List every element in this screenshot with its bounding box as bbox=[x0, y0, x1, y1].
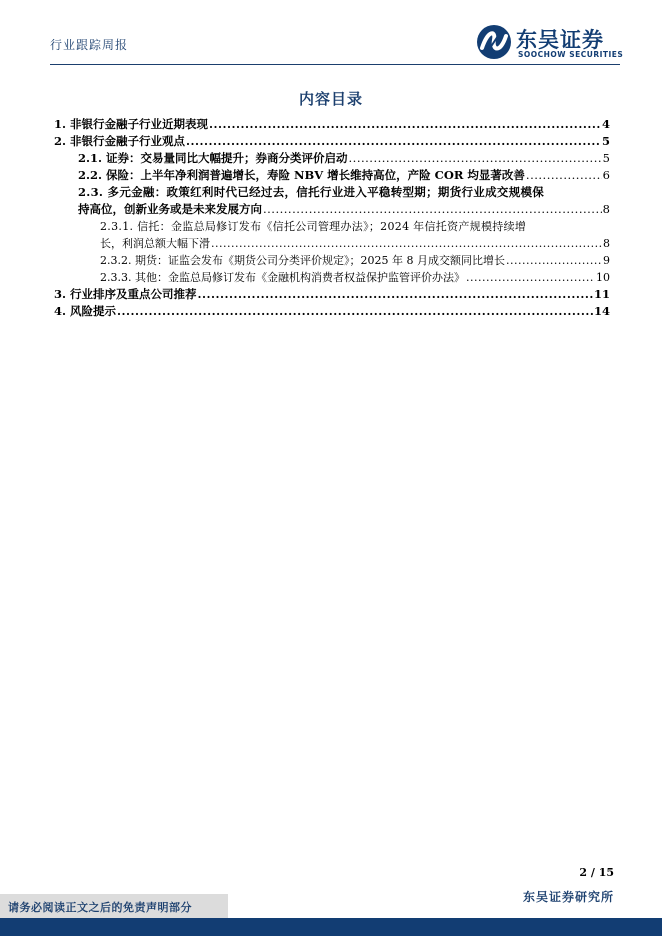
toc-entry-page: 10 bbox=[596, 271, 610, 284]
toc-entry-page: 4 bbox=[601, 117, 610, 131]
toc-entry-page: 8 bbox=[603, 237, 610, 250]
toc-leader bbox=[526, 167, 602, 184]
logo-text-en: SOOCHOW SECURITIES bbox=[518, 50, 624, 59]
toc-entry-label: 2.2. 保险：上半年净利润普遍增长，寿险 NBV 增长维持高位，产险 COR 均显著改善 bbox=[78, 168, 525, 182]
toc-entry-page: 8 bbox=[602, 202, 610, 216]
toc-entry-label-line1[interactable]: 2.3.1. 信托：金监总局修订发布《信托公司管理办法》；2024 年信托资产规模持续增 bbox=[100, 220, 527, 233]
table-of-contents bbox=[50, 116, 610, 320]
toc-entry[interactable] bbox=[50, 286, 610, 303]
toc-entry-label-line2: 长，利润总额大幅下滑 bbox=[100, 237, 210, 250]
header-divider bbox=[50, 64, 620, 65]
institute-name: 东吴证券研究所 bbox=[522, 890, 614, 904]
toc-entry-label: 2.3.3. 其他：金监总局修订发布《金融机构消费者权益保护监管评价办法》 bbox=[100, 271, 465, 284]
toc-entry-page: 5 bbox=[601, 134, 610, 148]
toc-entry-label: 4. 风险提示 bbox=[54, 304, 117, 318]
toc-entry[interactable] bbox=[50, 133, 610, 150]
toc-entry[interactable] bbox=[50, 167, 610, 184]
toc-leader bbox=[349, 150, 602, 167]
toc-leader bbox=[117, 303, 593, 320]
toc-leader bbox=[209, 116, 601, 133]
toc-entry-label: 3. 行业排序及重点公司推荐 bbox=[54, 287, 197, 301]
toc-entry[interactable] bbox=[50, 201, 610, 218]
toc-entry-page: 9 bbox=[603, 254, 610, 267]
toc-entry-label-line1[interactable]: 2.3. 多元金融：政策红利时代已经过去，信托行业进入平稳转型期；期货行业成交规模保 bbox=[78, 185, 545, 199]
toc-leader bbox=[466, 269, 595, 286]
toc-entry-label-line2: 持高位，创新业务或是未来发展方向 bbox=[78, 202, 262, 216]
toc-entry-page: 5 bbox=[602, 151, 610, 165]
toc-entry-page: 6 bbox=[602, 168, 610, 182]
toc-entry[interactable] bbox=[50, 252, 610, 269]
disclaimer-text: 请务必阅读正文之后的免责声明部分 bbox=[8, 901, 192, 914]
logo-mark-icon bbox=[476, 24, 512, 60]
toc-leader bbox=[211, 235, 602, 252]
toc-entry-label: 2.3.2. 期货：证监会发布《期货公司分类评价规定》；2025 年 8 月成交额同比增长 bbox=[100, 254, 505, 267]
toc-entry[interactable] bbox=[50, 269, 610, 286]
toc-entry-label: 1. 非银行金融子行业近期表现 bbox=[54, 117, 209, 131]
toc-entry-label: 2.1. 证券：交易量同比大幅提升；券商分类评价启动 bbox=[78, 151, 348, 165]
toc-title: 内容目录 bbox=[298, 90, 363, 108]
page-indicator: 2 / 15 bbox=[579, 866, 614, 879]
toc-entry-page: 14 bbox=[593, 304, 610, 318]
toc-entry[interactable] bbox=[50, 116, 610, 133]
toc-entry-label: 2. 非银行金融子行业观点 bbox=[54, 134, 186, 148]
toc-leader bbox=[186, 133, 601, 150]
report-type-label: 行业跟踪周报 bbox=[50, 38, 129, 52]
toc-entry[interactable] bbox=[50, 150, 610, 167]
footer-band bbox=[0, 918, 662, 936]
company-logo bbox=[476, 24, 622, 64]
logo-text-cn: 东吴证券 bbox=[516, 28, 604, 52]
toc-entry[interactable] bbox=[50, 303, 610, 320]
toc-entry-page: 11 bbox=[593, 287, 610, 301]
toc-entry[interactable] bbox=[50, 235, 610, 252]
toc-leader bbox=[506, 252, 602, 269]
toc-leader bbox=[263, 201, 602, 218]
toc-leader bbox=[198, 286, 593, 303]
